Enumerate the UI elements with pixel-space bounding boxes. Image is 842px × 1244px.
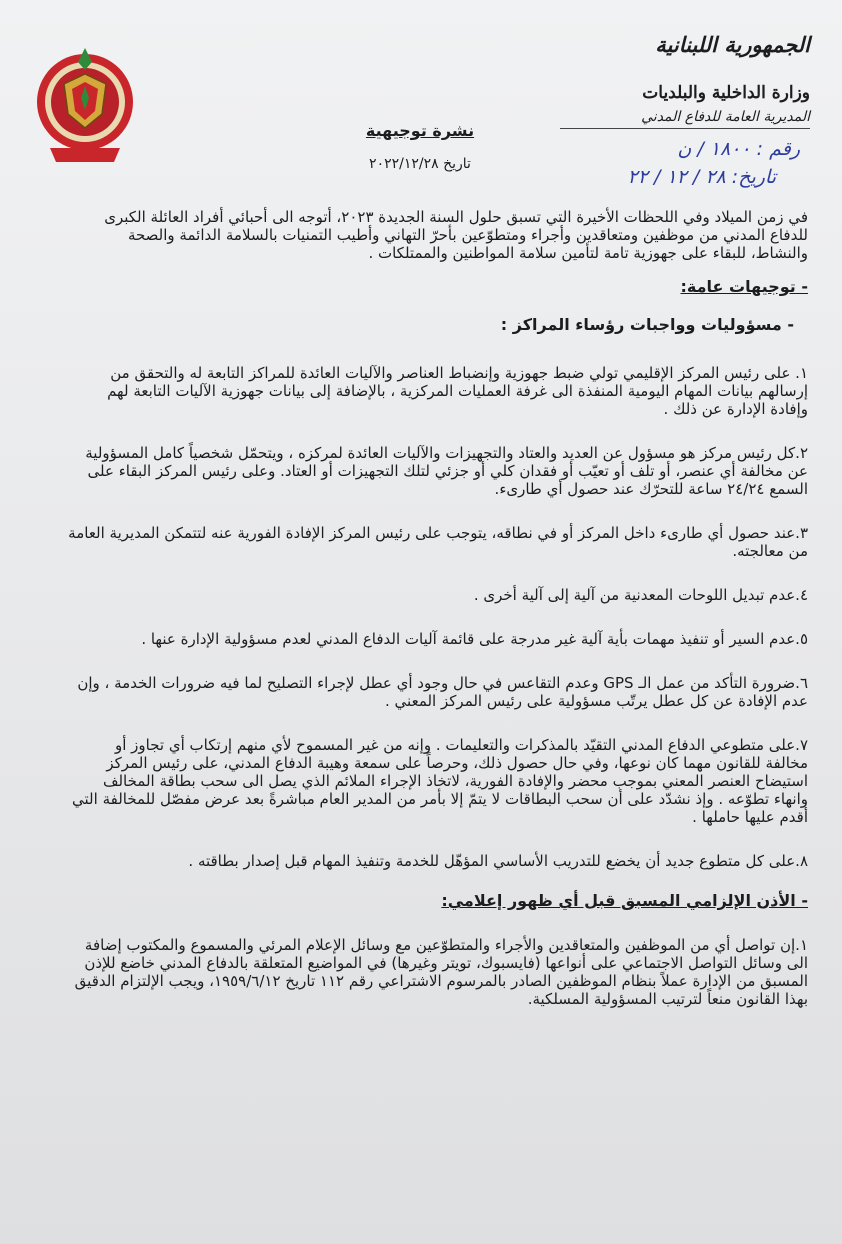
subsection-heading-duties: - مسؤوليات وواجبات رؤساء المراكز : (500, 315, 794, 334)
directorate-name: المديرية العامة للدفاع المدني (560, 106, 810, 129)
reference-number: رقم : ١٨٠٠ / ن (677, 138, 800, 160)
directive-item: ٦.ضرورة التأكد من عمل الـ GPS وعدم التقاعس في حال وجود أي عطل لإجراء التصليح لما فيه ضرورات الخدمة ، وإن عدم الإفادة عن كل عطل يرتّب مسؤولية على رئيس المركز المعني . (77, 674, 808, 710)
directive-item: ٧.على متطوعي الدفاع المدني التقيّد بالمذكرات والتعليمات . وإنه من غير المسموح لأي منهم إرتكاب أي تجاوز أو مخالفة للقانون مهما كان نوعها، وفي حال حصول ذلك، وحرصاً على سمعة وهيبة الدفاع المدني، على رئيس المركز استيضاح العنصر المعني بموجب محضر والإفادة الفورية، لاتخاذ الإجراء الملائم الذي يصل الى سحب بطاقة المخالف وانهاء تطوّعه . وإذ نشدّد على أن سحب البطاقات لا يتمّ إلا بأمر من المدير العام مباشرةً بعد عرض مفصّل للمخالفة التي أقدم عليها حاملها . (72, 736, 808, 826)
document-title: نشرة توجيهية (365, 121, 475, 140)
logo-caption: الدفاع المدني (54, 150, 116, 160)
letterhead (560, 30, 810, 191)
directive-item: ٣.عند حصول أي طارىء داخل المركز أو في نطاقه، يتوجب على رئيس المركز الإفادة الفورية عنه لتتمكن المديرية العامة من معالجته. (68, 524, 808, 560)
directive-item: ٤.عدم تبديل اللوحات المعدنية من آلية إلى آلية أخرى . (473, 586, 808, 604)
republic-name: الجمهورية اللبنانية (655, 32, 810, 57)
document-date: تاريخ ٢٠٢٢/١٢/٢٨ (369, 156, 471, 172)
section-heading-general: - توجيهات عامة: (680, 277, 808, 296)
directive-item: ٢.كل رئيس مركز هو مسؤول عن العديد والعتاد والتجهيزات والآليات العائدة لمركزه ، ويتحمّل شخصياً كامل المسؤولية عن مخالفة أي عنصر، أو تلف أو تعيّب أو فقدان كلي أو جزئي لتلك التجهيزات أو العتاد. وعلى رئيس المركز البقاء على السمع ٢٤/٢٤ ساعة للتحرّك عند حصول أي طارىء. (85, 444, 808, 498)
directive-item: ٨.على كل متطوع جديد أن يخضع للتدريب الأساسي المؤهّل للخدمة وتنفيذ المهام قبل إصدار بطاقته . (188, 852, 808, 870)
section-heading-media: - الأذن الإلزامي المسبق قبل أي ظهور إعلامي: (441, 891, 808, 910)
intro-paragraph: في زمن الميلاد وفي اللحظات الأخيرة التي تسبق حلول السنة الجديدة ٢٠٢٣، أتوجه الى أحبائي أفراد العائلة الكبرى للدفاع المدني من موظفين ومتعاقدين وأجراء ومتطوّعين بأحرّ التهاني وأطيب التمنيات بالسلامة الدائمة والصحة والنشاط، للبقاء على جهوزية تامة لتأمين سلامة المواطنين والممتلكات . (104, 208, 808, 262)
ministry-name: وزارة الداخلية والبلديات (642, 83, 810, 103)
reference-date: تاريخ: ٢٨ / ١٢ / ٢٢ (627, 166, 776, 188)
document-body (68, 200, 808, 1008)
document-heading (300, 118, 540, 184)
directive-item: ١. على رئيس المركز الإقليمي تولي ضبط جهوزية وإنضباط العناصر والآليات العائدة للمراكز التابعة له والتحقق من إرسالهم بيانات المهام اليومية المنفذة الى غرفة العمليات المركزية ، بالإضافة إلى بيانات جهوزية الآليات التابعة لهم وإفادة الإدارة عن ذلك . (107, 364, 808, 418)
directive-item: ١.إن تواصل أي من الموظفين والمتعاقدين والأجراء والمتطوّعين مع وسائل الإعلام المرئي والمسموع والمكتوب إضافة الى وسائل التواصل الاجتماعي على أنواعها (فايسبوك، تويتر وغيرها) في المواضيع المتعلقة بالدفاع المدني خاضع للإذن المسبق من الإدارة عملاً بنظام الموظفين الصادر بالمرسوم الاشتراعي رقم ١١٢ تاريخ ١٩٥٩/٦/١٢، ويجب الإلتزام الدقيق بهذا القانون منعاً لترتيب المسؤولية المسلكية. (74, 936, 808, 1008)
directive-item: ٥.عدم السير أو تنفيذ مهمات بأية آلية غير مدرجة على قائمة آليات الدفاع المدني لعدم مسؤولية الإدارة عنها . (141, 630, 808, 648)
